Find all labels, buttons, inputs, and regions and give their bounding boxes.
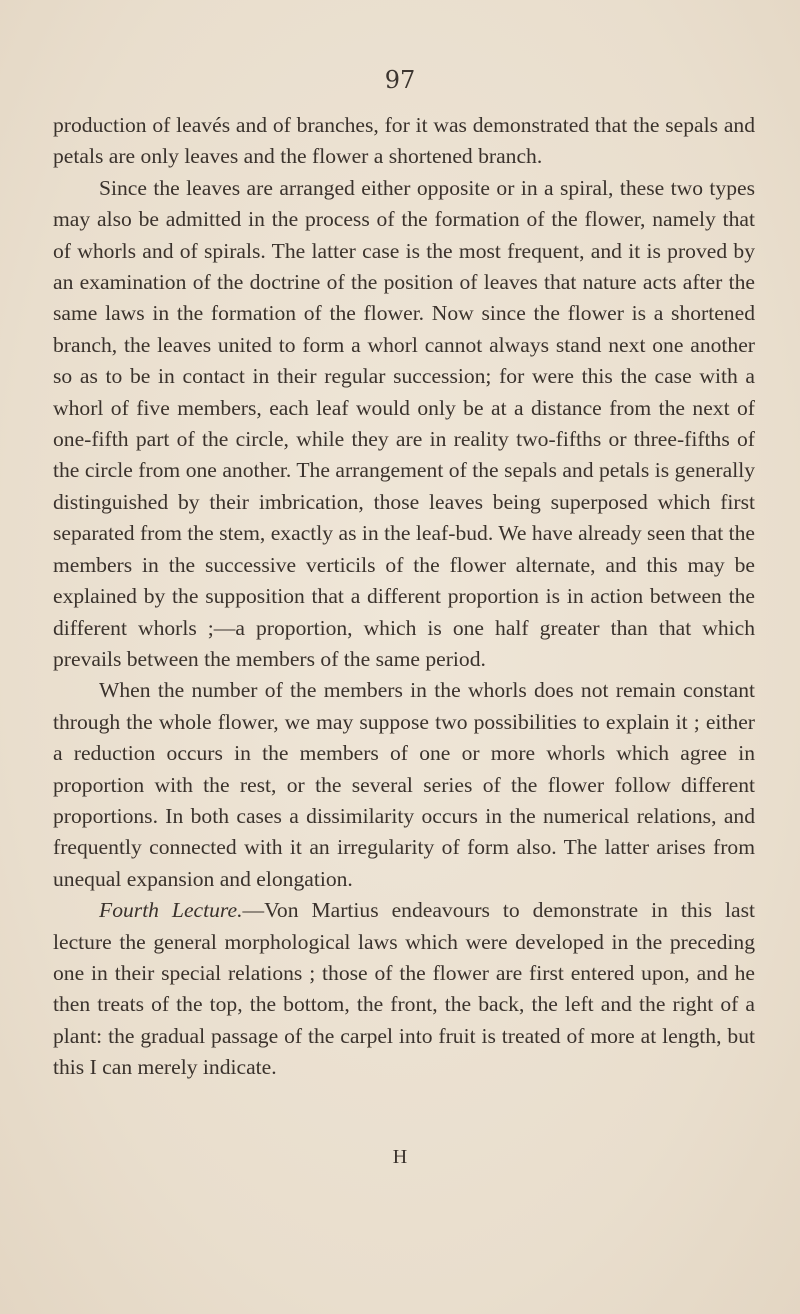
body-text <box>53 110 755 1084</box>
paragraph-3: When the number of the members in the whorls does not remain constant through the whole flower, we may suppose two possibilities to explain it ; either a reduction occurs in the members of one or more whorls which agree in proportion with the rest, or the several series of the flower follow different proportions. In both cases a dissimilarity occurs in the numerical relations, and frequently connected with it an irregularity of form also. The latter arises from unequal expansion and elongation. <box>53 678 755 891</box>
signature-mark: H <box>392 1146 408 1168</box>
lecture-heading: Fourth Lecture. <box>99 898 243 923</box>
paragraph-1: production of leavés and of branches, for it was demonstrated that the sepals and petals are only leaves and the flower a shortened branch. <box>53 113 755 169</box>
paragraph-4-text: —Von Martius endeavours to demonstrate in this last lecture the general morphological laws which were developed in the preceding one in their special relations ; those of the flower are first entered upon, and he then treats of the top, the bottom, the front, the back, the left and the right of a plant: the gradual passage of the carpel into fruit is treated of more at length, but this I can merely indicate. <box>53 898 755 1080</box>
paragraph-4 <box>53 895 755 1083</box>
page-number: 97 <box>384 66 416 94</box>
paragraph-2: Since the leaves are arranged either opposite or in a spiral, these two types may also be admitted in the process of the formation of the flower, namely that of whorls and of spirals. The latter case is the most frequent, and it is proved by an examination of the doctrine of the position of leaves that nature acts after the same laws in the formation of the flower. Now since the flower is a shortened branch, the leaves united to form a whorl cannot always stand next one another so as to be in contact in their regular succession; for were this the case with a whorl of five members, each leaf would only be at a distance from the next of one-fifth part of the circle, while they are in reality two-fifths or three-fifths of the circle from one another. The arrangement of the sepals and petals is generally distinguished by their imbrication, those leaves being superposed which first separated from the stem, exactly as in the leaf-bud. We have already seen that the members in the successive verticils of the flower alternate, and this may be explained by the supposition that a different proportion is in action between the different whorls ;—a proportion, which is one half greater than that which prevails between the members of the same period. <box>53 175 755 671</box>
